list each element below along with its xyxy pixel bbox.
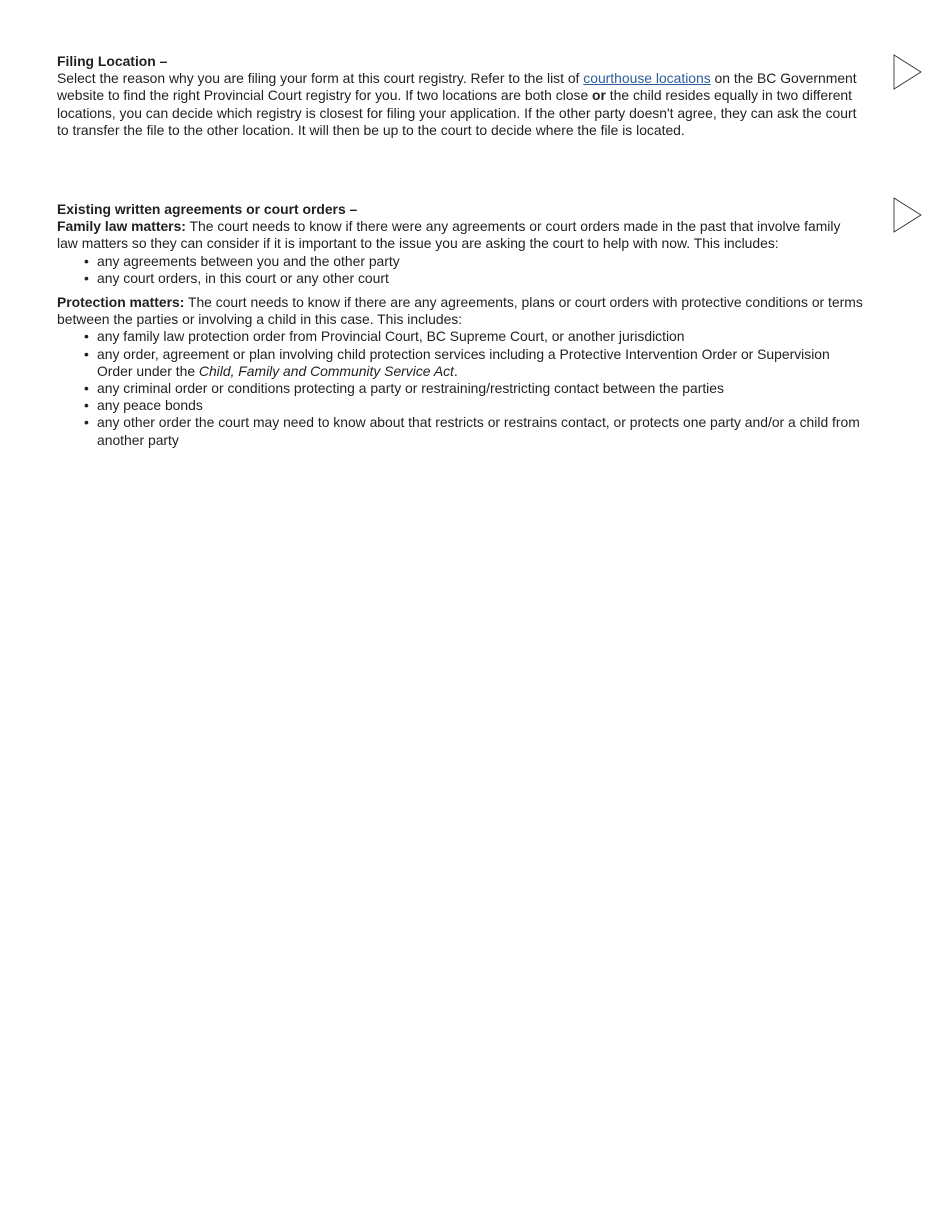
filing-location-text-3: the child resides equally in two different locations, you can decide which registry is closest for filing your application. If the other party doesn't agree, they can ask the court to transfer the file to the other location. It will then be up to the court to decide where the file is located. bbox=[57, 87, 857, 138]
expand-arrow-icon[interactable] bbox=[893, 54, 923, 90]
act-title: Child, Family and Community Service Act bbox=[198, 362, 454, 379]
list-item-text: any order, agreement or plan involving child protection services including a Protective Intervention Order or Supervision Order under the bbox=[97, 345, 830, 379]
filing-location-paragraph bbox=[57, 70, 863, 139]
family-law-list bbox=[57, 253, 863, 287]
filing-location-bold-or: or bbox=[592, 87, 606, 104]
list-item bbox=[57, 397, 863, 414]
list-item bbox=[57, 270, 863, 287]
list-item bbox=[57, 346, 863, 380]
bullet: • bbox=[84, 380, 89, 397]
protection-list bbox=[57, 328, 863, 448]
bullet: • bbox=[84, 252, 89, 269]
bullet: • bbox=[84, 328, 89, 345]
family-law-label: Family law matters: bbox=[57, 218, 186, 235]
bullet: • bbox=[84, 397, 89, 414]
bullet: • bbox=[84, 345, 89, 362]
filing-location-section bbox=[57, 53, 863, 139]
existing-agreements-section bbox=[57, 201, 863, 449]
courthouse-locations-link[interactable]: courthouse locations bbox=[583, 70, 711, 87]
family-law-paragraph bbox=[57, 218, 863, 252]
list-item bbox=[57, 328, 863, 345]
family-law-text: The court needs to know if there were any agreements or court orders made in the past that involve family law matters so they can consider if it is important to the issue you are asking the court to help with now. This includes: bbox=[57, 218, 841, 252]
filing-location-text-2: on the BC Government website to find the right Provincial Court registry for you. If two locations are both close bbox=[57, 70, 857, 104]
bullet: • bbox=[84, 269, 89, 286]
list-item bbox=[57, 253, 863, 270]
list-item-text: any peace bonds bbox=[97, 397, 203, 414]
filing-location-text-1: Select the reason why you are filing your form at this court registry. Refer to the list of bbox=[57, 70, 584, 87]
list-item-text: any agreements between you and the other party bbox=[97, 252, 400, 269]
protection-paragraph bbox=[57, 294, 863, 328]
protection-text: The court needs to know if there are any agreements, plans or court orders with protective conditions or terms between the parties or involving a child in this case. This includes: bbox=[57, 294, 863, 328]
list-item bbox=[57, 380, 863, 397]
expand-arrow-icon[interactable] bbox=[893, 197, 923, 233]
protection-label: Protection matters: bbox=[57, 294, 185, 311]
filing-location-heading: Filing Location – bbox=[57, 53, 168, 69]
list-item-text: any court orders, in this court or any other court bbox=[97, 269, 389, 286]
list-item-text: any family law protection order from Provincial Court, BC Supreme Court, or another jurisdiction bbox=[97, 328, 685, 345]
bullet: • bbox=[84, 414, 89, 431]
list-item-text: any other order the court may need to know about that restricts or restrains contact, or protects one party and/or a child from another party bbox=[97, 414, 860, 448]
list-item-text: any criminal order or conditions protecting a party or restraining/restricting contact between the parties bbox=[97, 380, 724, 397]
list-item bbox=[57, 414, 863, 448]
list-item-end: . bbox=[453, 362, 458, 379]
existing-agreements-heading: Existing written agreements or court orders – bbox=[57, 201, 358, 217]
